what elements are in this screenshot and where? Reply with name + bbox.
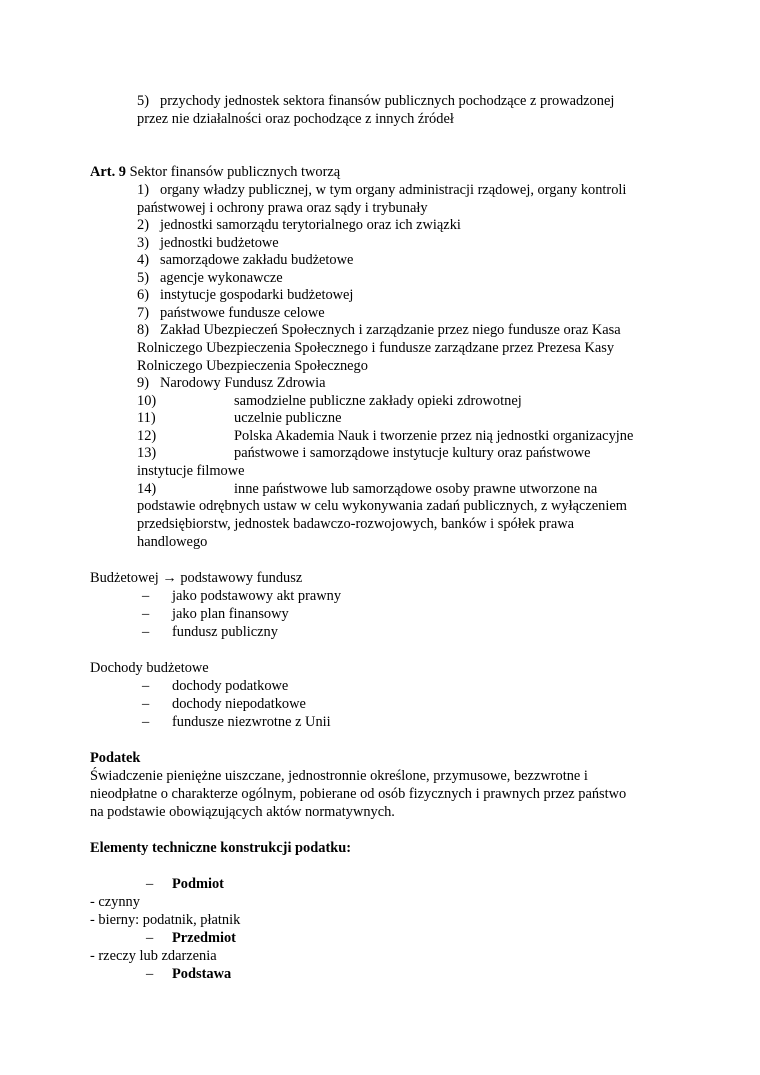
art9-item-text: Rolniczego Ubezpieczenia Społecznego i fundusze zarządzane przez Prezesa Kasy bbox=[137, 340, 615, 356]
art9-item-text: państwowej i ochrony prawa oraz sądy i trybunały bbox=[137, 200, 428, 216]
dash-bullet: – bbox=[146, 966, 154, 982]
dash-bullet: – bbox=[142, 624, 150, 640]
top-item-line-2: przez nie działalności oraz pochodzące z innych źródeł bbox=[137, 111, 454, 127]
top-item-line-1: przychody jednostek sektora finansów publicznych pochodzące z prowadzonej bbox=[160, 93, 615, 109]
art9-item-text: podstawie odrębnych ustaw w celu wykonywania zadań publicznych, z wyłączeniem bbox=[137, 498, 627, 514]
art9-item-number: 12) bbox=[137, 428, 157, 444]
podatek-definition-line: Świadczenie pieniężne uiszczane, jednostronnie określone, przymusowe, bezzwrotne i bbox=[90, 768, 588, 784]
budzetowej-item: jako podstawowy akt prawny bbox=[172, 588, 342, 604]
dash-bullet: – bbox=[142, 714, 150, 730]
art9-item-text: przedsiębiorstw, jednostek badawczo-rozwojowych, banków i spółek prawa bbox=[137, 516, 575, 532]
art9-item-text: handlowego bbox=[137, 534, 208, 550]
art9-heading bbox=[90, 163, 340, 181]
art9-item-number: 8) bbox=[137, 322, 149, 338]
art9-item-text: Narodowy Fundusz Zdrowia bbox=[160, 375, 326, 391]
art9-item-text: inne państwowe lub samorządowe osoby prawne utworzone na bbox=[234, 481, 598, 497]
art9-item-text: instytucje filmowe bbox=[137, 463, 245, 479]
art9-item-text: państwowe fundusze celowe bbox=[160, 305, 325, 321]
art9-item-number: 6) bbox=[137, 287, 149, 303]
art9-item-number: 1) bbox=[137, 182, 149, 198]
budzetowej-heading: Budżetowej → podstawowy fundusz bbox=[90, 570, 303, 586]
art9-item-text: samorządowe zakładu budżetowe bbox=[160, 252, 354, 268]
podstawa-heading: Podstawa bbox=[172, 966, 232, 982]
art9-item-number: 3) bbox=[137, 235, 149, 251]
art9-item-text: uczelnie publiczne bbox=[234, 410, 342, 426]
art9-item-text: jednostki budżetowe bbox=[160, 235, 279, 251]
elementy-heading: Elementy techniczne konstrukcji podatku: bbox=[90, 840, 352, 856]
dash-bullet: – bbox=[142, 606, 150, 622]
dochody-item: dochody niepodatkowe bbox=[172, 696, 306, 712]
art9-label: Art. 9 bbox=[90, 164, 126, 180]
art9-item-number: 14) bbox=[137, 481, 157, 497]
przedmiot-heading: Przedmiot bbox=[172, 930, 236, 946]
art9-item-text: Rolniczego Ubezpieczenia Społecznego bbox=[137, 358, 368, 374]
art9-item-text: samodzielne publiczne zakłady opieki zdrowotnej bbox=[234, 393, 522, 409]
dash-bullet: – bbox=[142, 588, 150, 604]
art9-item-number: 11) bbox=[137, 410, 156, 426]
art9-item-text: państwowe i samorządowe instytucje kultury oraz państwowe bbox=[234, 445, 591, 461]
art9-item-number: 13) bbox=[137, 445, 157, 461]
dash-bullet: – bbox=[146, 876, 154, 892]
podatek-definition-line: nieodpłatne o charakterze ogólnym, pobierane od osób fizycznych i prawnych przez państwo bbox=[90, 786, 627, 802]
budzetowej-item: fundusz publiczny bbox=[172, 624, 278, 640]
dochody-heading: Dochody budżetowe bbox=[90, 660, 209, 676]
art9-item-text: Polska Akademia Nauk i tworzenie przez nią jednostki organizacyjne bbox=[234, 428, 634, 444]
art9-item-number: 4) bbox=[137, 252, 149, 268]
top-item-number: 5) bbox=[137, 93, 149, 109]
art9-item-number: 7) bbox=[137, 305, 149, 321]
art9-item-number: 10) bbox=[137, 393, 157, 409]
dash-bullet: – bbox=[146, 930, 154, 946]
art9-item-text: agencje wykonawcze bbox=[160, 270, 283, 286]
podatek-heading: Podatek bbox=[90, 750, 141, 766]
art9-item-number: 9) bbox=[137, 375, 149, 391]
dash-bullet: – bbox=[142, 696, 150, 712]
przedmiot-detail: - rzeczy lub zdarzenia bbox=[90, 948, 217, 964]
dash-bullet: – bbox=[142, 678, 150, 694]
dochody-item: dochody podatkowe bbox=[172, 678, 289, 694]
art9-item-number: 2) bbox=[137, 217, 149, 233]
art9-title: Sektor finansów publicznych tworzą bbox=[125, 164, 341, 180]
podmiot-czynny: - czynny bbox=[90, 894, 140, 910]
art9-item-text: instytucje gospodarki budżetowej bbox=[160, 287, 354, 303]
podmiot-heading: Podmiot bbox=[172, 876, 224, 892]
art9-item-text: organy władzy publicznej, w tym organy administracji rządowej, organy kontroli bbox=[160, 182, 627, 198]
budzetowej-item: jako plan finansowy bbox=[172, 606, 289, 622]
podatek-definition-line: na podstawie obowiązujących aktów normatywnych. bbox=[90, 804, 395, 820]
art9-item-text: jednostki samorządu terytorialnego oraz ich związki bbox=[160, 217, 461, 233]
art9-item-number: 5) bbox=[137, 270, 149, 286]
dochody-item: fundusze niezwrotne z Unii bbox=[172, 714, 331, 730]
podmiot-bierny: - bierny: podatnik, płatnik bbox=[90, 912, 241, 928]
art9-item-text: Zakład Ubezpieczeń Społecznych i zarządzanie przez niego fundusze oraz Kasa bbox=[160, 322, 621, 338]
